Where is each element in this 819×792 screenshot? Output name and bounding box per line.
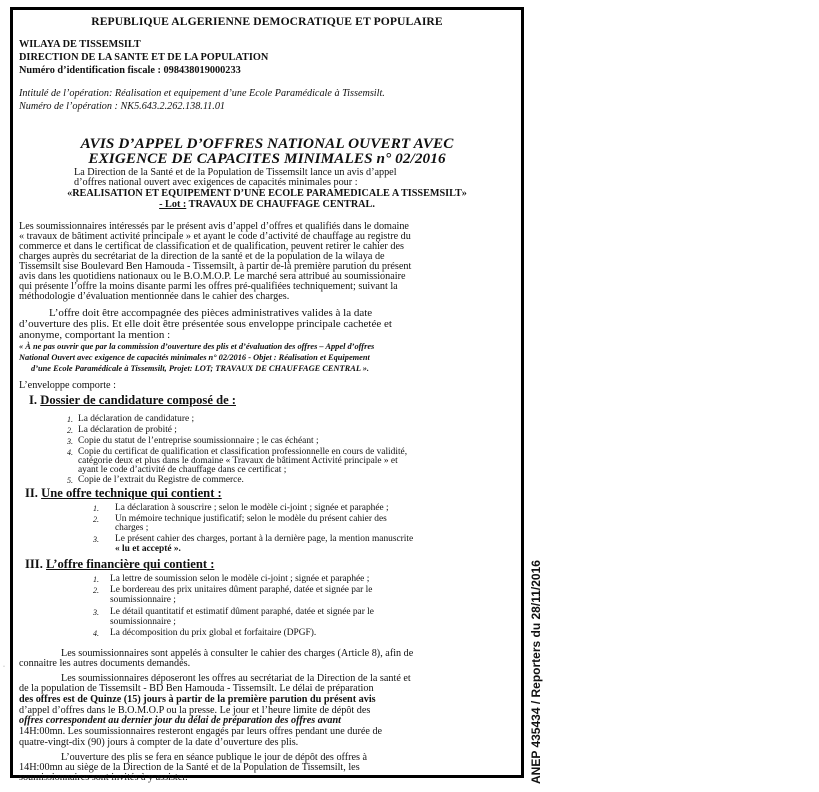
list-number: 3.: [93, 608, 99, 617]
section-title: L’offre financière qui contient :: [46, 557, 215, 571]
section-number: III.: [25, 557, 43, 571]
section-heading-financial: [25, 559, 515, 569]
paragraph-line: « travaux de bâtiment activité principale » et ayant le code d’activité de chauffage au registre du: [19, 231, 411, 242]
list-item: ayant le code d’activité de chauffage dans ce certificat ;: [78, 465, 287, 475]
list-number: 5.: [67, 476, 73, 485]
list-number: 1.: [67, 415, 73, 424]
list-number: 3.: [93, 535, 99, 544]
list-item: catégorie deux et plus dans le domaine « Travaux de bâtiment Activité principale » et: [78, 456, 398, 466]
mention-line: National Ouvert avec exigence de capacités minimales n° 02/2016 - Objet : Réalisation et Equipement: [19, 353, 370, 362]
nif-line: Numéro d’identification fiscale : 098438019000233: [19, 65, 241, 76]
list-item: La déclaration à souscrire ; selon le modèle ci-joint ; signée et paraphée ;: [115, 503, 389, 513]
list-item: charges ;: [115, 523, 149, 533]
list-item: Le détail quantitatif et estimatif dûment paraphé, datée et signée par le: [110, 607, 374, 617]
lot-line: [19, 200, 515, 210]
paragraph-line: offres correspondent au dernier jour du délai de préparation des offres avant: [19, 715, 341, 726]
intro-line: d’offres national ouvert avec exigences de capacités minimales pour :: [74, 177, 358, 188]
list-number: 1.: [93, 575, 99, 584]
list-item: Copie du certificat de qualification et classification professionnelle en cours de validité,: [78, 447, 408, 457]
project-title: «REALISATION ET EQUIPEMENT D’UNE ECOLE PARAMEDICALE A TISSEMSILT»: [67, 188, 467, 199]
section-title: Une offre technique qui contient :: [41, 486, 222, 500]
list-number: 2.: [93, 586, 99, 595]
paragraph-line: L’offre doit être accompagnée des pièces administratives valides à la date: [49, 307, 373, 319]
paragraph-line: méthodologie d’évaluation mentionnée dans le cahier des charges.: [19, 291, 290, 302]
list-item: Le présent cahier des charges, portant à la dernière page, la mention manuscrite: [115, 534, 414, 544]
paragraph-line: Les soumissionnaires déposeront les offres au secrétariat de la Direction de la santé et: [61, 673, 411, 684]
list-item: La déclaration de probité ;: [78, 425, 177, 435]
list-number: 4.: [67, 448, 73, 457]
side-credit: ANEP 435434 / Reporters du 28/11/2016: [529, 560, 543, 784]
list-item: Copie du statut de l’entreprise soumissionnaire ; le cas échéant ;: [78, 436, 319, 446]
paragraph-line: des offres est de Quinze (15) jours à partir de la première parution du présent avis: [19, 694, 376, 705]
list-item: La lettre de soumission selon le modèle ci-joint ; signée et paraphée ;: [110, 574, 370, 584]
envelope-intro: L’enveloppe comporte :: [19, 380, 116, 391]
section-number: II.: [25, 486, 38, 500]
paragraph-line: d’ouverture des plis. Et elle doit être présentée sous enveloppe principale cachetée et: [19, 318, 392, 330]
list-item: « lu et accepté ».: [115, 544, 181, 554]
announcement-body: [19, 12, 515, 783]
paragraph-line: quatre-vingt-dix (90) jours à compter de la date d’ouverture des plis.: [19, 737, 299, 748]
list-item: Le bordereau des prix unitaires dûment paraphé, datée et signée par le: [110, 585, 373, 595]
paragraph-line: soumissionnaires sont invités à y assister.: [19, 772, 188, 783]
list-item: Un mémoire technique justificatif; selon le modèle du présent cahier des: [115, 514, 387, 524]
paragraph-line: L’ouverture des plis se fera en séance publique le jour de dépôt des offres à: [61, 752, 368, 763]
scan-speck: ·: [3, 664, 5, 670]
list-item: La déclaration de candidature ;: [78, 414, 195, 424]
paragraph-line: avis dans les quotidiens nationaux ou le B.O.M.O.P. Le marché sera attribué au soumissionaire: [19, 271, 406, 282]
paragraph-line: Tissemsilt sise Boulevard Ben Hamouda - Tissemsilt, à partir de-là première parution du présent: [19, 261, 412, 272]
paragraph-line: Les soumissionnaires intéressés par le présent avis d’appel d’offres et qualifiés dans le domaine: [19, 221, 409, 232]
paragraph-line: 14H:00mn au siège de la Direction de la Santé et de la Population de Tissemsilt, les: [19, 762, 360, 773]
list-number: 3.: [67, 437, 73, 446]
notice-title-line1: AVIS D’APPEL D’OFFRES NATIONAL OUVERT AVEC: [80, 135, 454, 152]
paragraph-line: qui présente l’offre la moins disante parmi les offres pré-qualifiées techniquement; suivant la: [19, 281, 398, 292]
section-heading-technical: [25, 488, 515, 498]
lot-value: TRAVAUX DE CHAUFFAGE CENTRAL.: [188, 199, 375, 210]
paragraph-line: 14H:00mn. Les soumissionnaires resteront engagés par leurs offres pendant une durée de: [19, 726, 383, 737]
paragraph-line: connaitre les autres documents demandés.: [19, 658, 191, 669]
paragraph-line: charges auprès du secrétariat de la direction de la santé et de la population de la wilaya de: [19, 251, 385, 262]
operation-number: Numéro de l’opération : NK5.643.2.262.138.11.01: [19, 101, 226, 112]
mention-line: d’une Ecole Paramédicale à Tissemsilt, Projet: LOT; TRAVAUX DE CHAUFFAGE CENTRAL ».: [31, 364, 370, 373]
section-title: Dossier de candidature composé de :: [40, 393, 236, 407]
list-item: soumissionnaire ;: [110, 595, 176, 605]
list-number: 1.: [93, 504, 99, 513]
paragraph-line: anonyme, comportant la mention :: [19, 329, 171, 341]
section-heading-candidature: [29, 395, 515, 405]
list-number: 2.: [93, 515, 99, 524]
intro-line: La Direction de la Santé et de la Population de Tissemsilt lance un avis d’appel: [74, 167, 397, 178]
list-item: soumissionnaire ;: [110, 617, 176, 627]
notice-title-line2: EXIGENCE DE CAPACITES MINIMALES n° 02/2016: [88, 150, 446, 167]
list-number: 2.: [67, 426, 73, 435]
direction-line: DIRECTION DE LA SANTE ET DE LA POPULATION: [19, 52, 269, 63]
mention-line: « À ne pas ouvrir que par la commission d’ouverture des plis et d’évaluation des offres – Appel d’offres: [19, 342, 375, 351]
paragraph-line: commerce et dans le certificat de classification et de qualification, peuvent retirer le cahier des: [19, 241, 404, 252]
announcement-frame: [10, 7, 524, 783]
list-item: La décomposition du prix global et forfaitaire (DPGF).: [110, 628, 317, 638]
operation-title: Intitulé de l’opération: Réalisation et equipement d’une Ecole Paramédicale à Tissemsilt.: [19, 88, 385, 99]
list-number: 4.: [93, 629, 99, 638]
wilaya-line: WILAYA DE TISSEMSILT: [19, 39, 141, 50]
paragraph-line: d’appel d’offres dans le B.O.M.O.P ou la presse. Le jour et l’heure limite de dépôt des: [19, 705, 371, 716]
paragraph-line: de la population de Tissemsilt - BD Ben Hamouda - Tissemsilt. Le délai de préparation: [19, 683, 374, 694]
paragraph-line: Les soumissionnaires sont appelés à consulter le cahier des charges (Article 8), afin de: [61, 648, 414, 659]
section-number: I.: [29, 393, 38, 407]
list-item: Copie de l’extrait du Registre de commerce.: [78, 475, 244, 485]
republic-heading: REPUBLIQUE ALGERIENNE DEMOCRATIQUE ET POPULAIRE: [91, 15, 443, 28]
lot-label: - Lot :: [159, 199, 187, 210]
